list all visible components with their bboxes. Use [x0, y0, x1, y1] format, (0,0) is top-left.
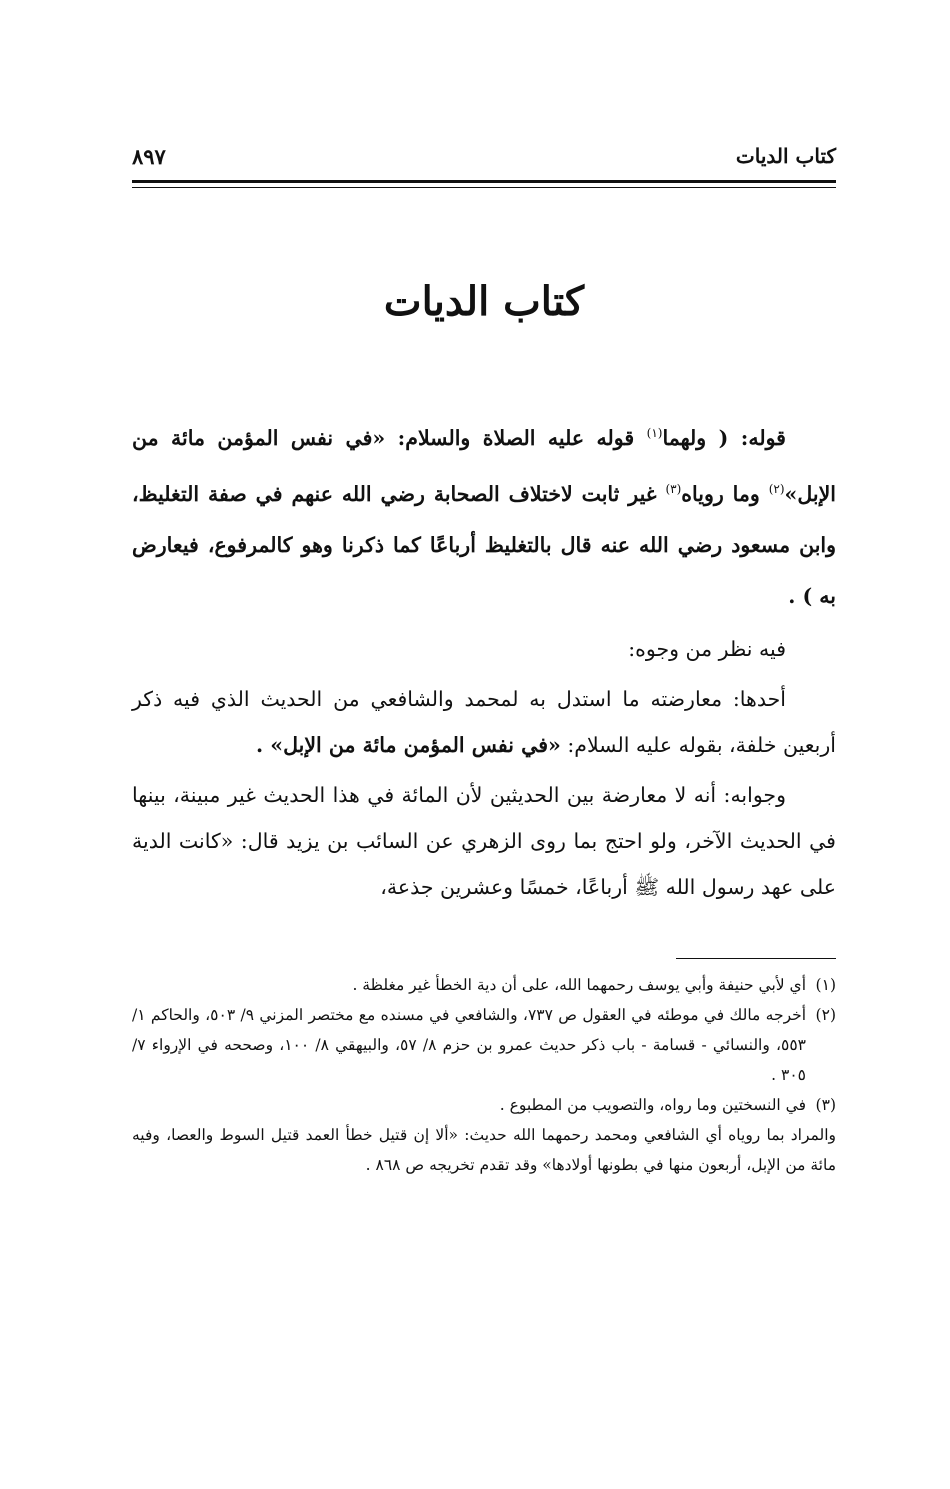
footnote-ref-2: (٢)	[768, 481, 785, 496]
paragraph-intro: فيه نظر من وجوه:	[628, 636, 786, 661]
footnote-text: أي لأبي حنيفة وأبي يوسف رحمهما الله، على أن دية الخطأ غير مغلظة .	[352, 976, 806, 994]
chapter-title: كتاب الديات	[383, 278, 585, 325]
footnotes	[132, 970, 836, 1180]
quoted-passage-middle: قوله عليه الصلاة والسلام: «في نفس المؤمن مائة من الإبل»	[132, 425, 836, 506]
quoted-passage-rest: غير ثابت لاختلاف الصحابة رضي الله عنهم في صفة التغليظ، وابن مسعود رضي الله عنه قال بالتغليظ أرباعًا كما ذكرنا وهو كالمرفوع، فيعارض به ) .	[132, 481, 836, 608]
page-number: ٨٩٧	[132, 144, 166, 169]
quoted-passage-prefix: قوله: ( ولهما	[662, 425, 786, 450]
footnote-number: (١)	[815, 976, 836, 994]
running-head	[132, 140, 836, 180]
running-title: كتاب الديات	[735, 144, 836, 168]
paragraph-first-point	[132, 676, 836, 768]
footnote-ref-3: (٣)	[665, 481, 682, 496]
main-text	[132, 408, 836, 910]
footnote-number: (٣)	[815, 1096, 836, 1114]
footnote-separator	[676, 958, 836, 959]
footnote	[132, 1000, 836, 1090]
quoted-passage	[132, 408, 836, 622]
header-rule-thick	[132, 180, 836, 183]
footnote	[132, 970, 836, 1000]
hadith-quote: «في نفس المؤمن مائة من الإبل» .	[256, 732, 561, 757]
footnote-text: في النسختين وما رواه، والتصويب من المطبوع .	[499, 1096, 806, 1114]
paragraph-answer: وجوابه: أنه لا معارضة بين الحديثين لأن المائة في هذا الحديث غير مبينة، بينها في الحديث الآخر، ولو احتج بما روى الزهري عن السائب بن يزيد قال: «كانت الدية على عهد رسول الله ﷺ أرباعًا، خمسًا وعشرين جذعة،	[132, 782, 836, 899]
footnote-continuation: والمراد بما روياه أي الشافعي ومحمد رحمهما الله حديث: «ألا إن قتيل خطأ العمد قتيل السوط والعصا، وفيه مائة من الإبل، أربعون منها في بطونها أولادها» وقد تقدم تخريجه ص ٨٦٨ .	[132, 1126, 836, 1174]
quoted-passage-middle-2: وما روياه	[681, 481, 769, 506]
footnote-number: (٢)	[815, 1006, 836, 1024]
footnote-text: أخرجه مالك في موطئه في العقول ص ٧٣٧، والشافعي في مسنده مع مختصر المزني ٩/ ٥٠٣، والحاكم ١/ ٥٥٣، والنسائي - قسامة - باب ذكر حديث عمرو بن حزم ٨/ ٥٧، والبيهقي ٨/ ١٠٠، وصححه في الإرواء ٧/ ٣٠٥ .	[132, 1006, 807, 1084]
footnote-ref-1: (١)	[646, 426, 663, 440]
first-point-text: أحدها: معارضته ما استدل به لمحمد والشافعي من الحديث الذي فيه ذكر أربعين خلفة، بقوله عليه السلام:	[132, 686, 836, 757]
header-rule-thin	[132, 187, 836, 188]
footnote	[132, 1090, 836, 1120]
